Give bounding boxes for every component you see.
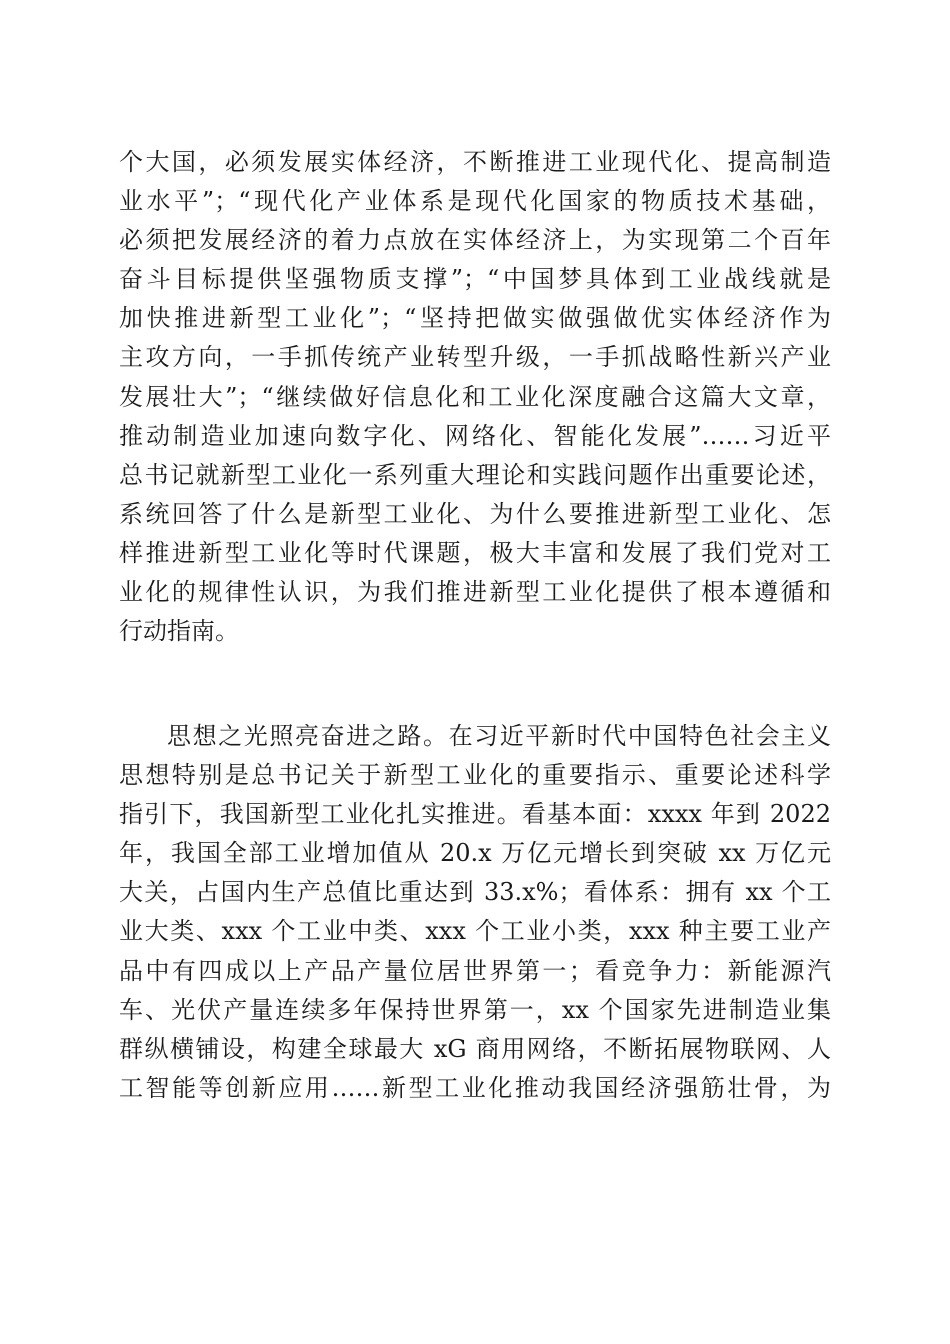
text-line: 品中有四成以上产品产量位居世界第一；看竞争力：新能源汽 xyxy=(119,956,831,985)
text-line: 工智能等创新应用……新型工业化推动我国经济强筋壮骨，为 xyxy=(119,1073,831,1102)
text-line: 主攻方向，一手抓传统产业转型升级，一手抓战略性新兴产业 xyxy=(119,343,831,372)
text-line: 个大国，必须发展实体经济，不断推进工业现代化、提高制造 xyxy=(119,148,831,176)
text-line: 系统回答了什么是新型工业化、为什么要推进新型工业化、怎 xyxy=(119,499,831,528)
text-line: 业大类、xxx 个工业中类、xxx 个工业小类，xxx 种主要工业产 xyxy=(119,917,831,946)
text-line: 业化的规律性认识，为我们推进新型工业化提供了根本遵循和 xyxy=(119,578,831,607)
text-line: 车、光伏产量连续多年保持世界第一，xx 个国家先进制造业集 xyxy=(119,995,831,1024)
text-line: 指引下，我国新型工业化扎实推进。看基本面：xxxx 年到 2022 xyxy=(119,800,831,829)
paragraph-1 xyxy=(119,143,831,651)
text-line: 样推进新型工业化等时代课题，极大丰富和发展了我们党对工 xyxy=(119,538,831,567)
text-line: 奋斗目标提供坚强物质支撑”；“中国梦具体到工业战线就是 xyxy=(119,265,831,294)
text-line: 思想之光照亮奋进之路。在习近平新时代中国特色社会主义 xyxy=(167,722,831,750)
paragraph-2 xyxy=(119,717,831,1108)
text-line: 年，我国全部工业增加值从 20.x 万亿元增长到突破 xx 万亿元 xyxy=(119,839,831,868)
text-line: 思想特别是总书记关于新型工业化的重要指示、重要论述科学 xyxy=(119,761,831,790)
text-line: 总书记就新型工业化一系列重大理论和实践问题作出重要论述， xyxy=(119,460,831,489)
text-line: 加快推进新型工业化”；“坚持把做实做强做优实体经济作为 xyxy=(119,304,831,333)
text-line: 推动制造业加速向数字化、网络化、智能化发展”……习近平 xyxy=(119,421,831,450)
text-line: 群纵横铺设，构建全球最大 xG 商用网络，不断拓展物联网、人 xyxy=(119,1034,831,1063)
text-line: 业水平”；“现代化产业体系是现代化国家的物质技术基础， xyxy=(119,187,831,216)
text-line: 行动指南。 xyxy=(119,617,239,646)
text-line: 发展壮大”；“继续做好信息化和工业化深度融合这篇大文章， xyxy=(119,382,831,411)
text-line: 大关，占国内生产总值比重达到 33.x%；看体系：拥有 xx 个工 xyxy=(119,878,831,907)
text-line: 必须把发展经济的着力点放在实体经济上，为实现第二个百年 xyxy=(119,226,831,255)
